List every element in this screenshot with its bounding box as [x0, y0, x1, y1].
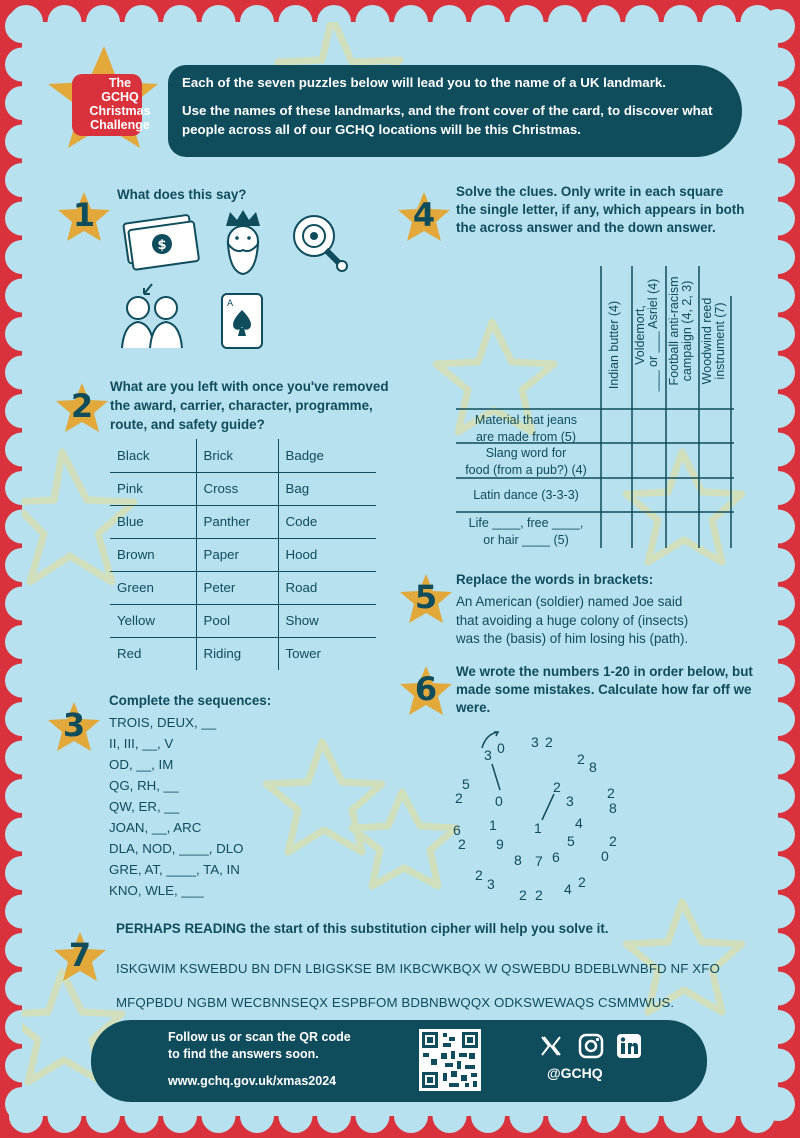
puzzle-2-prompt: What are you left with once you've removed the award, carrier, character, programme, route, and safety guide?: [110, 379, 389, 432]
cipher-line-2: MFQPBDU NGBM WECBNNSEQX ESPBFOM BDBNBWQQX ODKSWEWAQS CSMMWUS.: [116, 995, 675, 1010]
puzzle-5-line: An American (soldier) named Joe said: [456, 594, 683, 609]
spiral-digit: 2: [607, 785, 615, 801]
grid-cell: Brown: [110, 538, 196, 571]
spiral-digit: 2: [577, 751, 585, 767]
spiral-digit: 3: [487, 876, 495, 892]
puzzle-2-number-star: [54, 381, 110, 435]
across-clue-line: Slang word for: [485, 446, 567, 460]
king-face-icon: [218, 208, 268, 276]
across-clue-line: food (from a pub?) (4): [465, 463, 587, 477]
puzzle-5-title: Replace the words in brackets:: [456, 572, 654, 587]
puzzle-number: 2: [70, 387, 94, 425]
logo-line: Challenge: [90, 118, 150, 132]
spiral-digit: 3: [531, 734, 539, 750]
follow-line: to find the answers soon.: [168, 1046, 319, 1061]
intro-line-1: Each of the seven puzzles below will lead you to the name of a UK landmark.: [182, 75, 666, 90]
spiral-digit: 3: [566, 793, 574, 809]
grid-cell: Tower: [285, 646, 321, 662]
spiral-digit: 2: [545, 734, 553, 750]
across-clue-2: [452, 445, 600, 479]
across-clue-line: or hair ____ (5): [483, 533, 569, 547]
two-friends-icon: [118, 282, 190, 350]
grid-cell: Pool: [196, 604, 278, 637]
spiral-digit: 2: [475, 867, 483, 883]
puzzle-4-prompt: Solve the clues. Only write in each square the single letter, if any, which appears in both the across answer and the down answer.: [456, 184, 745, 235]
spiral-digit: 2: [609, 833, 617, 849]
puzzle-3-number-star: [46, 700, 102, 754]
spiral-digit: 5: [462, 776, 470, 792]
spiral-digit: 1: [489, 817, 497, 833]
sequence-line: QW, ER, __: [109, 799, 180, 814]
puzzle-6-prompt: We wrote the numbers 1-20 in order below, but made some mistakes. Calculate how far off we were.: [456, 664, 753, 715]
cipher-line-1: ISKGWIM KSWEBDU BN DFN LBIGSKSE BM IKBCWKBQX W QSWEBDU BDEBLWNBFD NF XFO: [116, 961, 720, 976]
banknote-icon: [120, 213, 200, 271]
grid-cell: Show: [278, 604, 376, 637]
spiral-digit: 1: [534, 820, 542, 836]
grid-cell: Bag: [278, 472, 376, 505]
grid-row: [110, 439, 376, 472]
grid-cell: Panther: [196, 505, 278, 538]
puzzle-1-number-star: [56, 190, 112, 244]
puzzle-4-number-star: [396, 190, 452, 244]
sequence-line: DLA, NOD, ____, DLO: [109, 841, 244, 856]
grid-cell: Yellow: [110, 604, 196, 637]
down-clue-3: [668, 260, 694, 402]
grid-cell: Badge: [278, 439, 376, 472]
puzzle-number: 3: [62, 706, 86, 744]
instagram-icon[interactable]: [577, 1032, 605, 1060]
across-clue-line: are made from (5): [475, 430, 577, 444]
grid-cell: Red: [110, 637, 196, 670]
down-clue-line: ___ or ___ Asriel (4): [646, 278, 660, 392]
grid-lines: [456, 260, 736, 550]
sequence-line: OD, __, IM: [109, 757, 174, 772]
grid-cell: Brick: [196, 439, 278, 472]
crossword-grid: [456, 260, 736, 550]
spiral-digit: 2: [519, 887, 527, 903]
number-spiral-lines: [476, 728, 556, 838]
grid-row: [110, 637, 376, 670]
puzzle-5-text: [456, 593, 688, 649]
sequence-line: II, III, __, V: [109, 736, 174, 751]
grid-row: [110, 505, 376, 538]
spiral-digit: 8: [514, 852, 522, 868]
spiral-digit: 2: [458, 836, 466, 852]
spiral-digit: 5: [567, 833, 575, 849]
sequence-line: TROIS, DEUX, __: [109, 715, 217, 730]
spiral-digit: 4: [564, 881, 572, 897]
social-handle[interactable]: @GCHQ: [547, 1065, 603, 1081]
puzzle-5-line: was the (basis) of him losing his (path).: [456, 631, 689, 646]
grid-row: [110, 472, 376, 505]
sequence-line: JOAN, __, ARC: [109, 820, 202, 835]
sequence-list: [109, 712, 244, 901]
spiral-digit: 7: [535, 853, 543, 869]
across-clue-3: Latin dance (3-3-3): [473, 488, 579, 502]
down-clue-4: [701, 282, 727, 400]
ham-leg-icon: [290, 212, 354, 276]
down-clue-line: instrument (7): [713, 302, 727, 380]
spiral-digit: 0: [497, 740, 505, 756]
spiral-digit: 6: [552, 849, 560, 865]
across-clue-1: [452, 412, 600, 446]
spiral-digit: 2: [535, 887, 543, 903]
down-clue-2: [634, 270, 660, 400]
down-clue-1: Indian butter (4): [607, 300, 621, 390]
spiral-digit: 2: [553, 779, 561, 795]
word-grid: [110, 439, 376, 670]
puzzle-number: 7: [68, 936, 92, 974]
grid-cell: Hood: [278, 538, 376, 571]
down-clue-line: Voldemort,: [633, 305, 647, 365]
intro-banner: [168, 65, 742, 157]
across-clue-4: [452, 515, 600, 549]
down-clue-line: campaign (4, 2, 3): [680, 280, 694, 382]
spiral-digit: 0: [601, 848, 609, 864]
grid-cell: Paper: [196, 538, 278, 571]
linkedin-icon[interactable]: [615, 1032, 643, 1060]
grid-cell: Pink: [110, 472, 196, 505]
grid-cell: Code: [278, 505, 376, 538]
ace-of-spades-icon: [220, 292, 264, 350]
grid-cell: Blue: [110, 505, 196, 538]
spiral-digit: 4: [575, 815, 583, 831]
across-clue-line: Life ____, free ____,: [468, 516, 584, 530]
follow-line: Follow us or scan the QR code: [168, 1030, 351, 1044]
follow-text: [168, 1029, 351, 1062]
spiral-digit: 0: [495, 793, 503, 809]
qr-code[interactable]: [419, 1029, 481, 1091]
sequence-line: QG, RH, __: [109, 778, 179, 793]
logo-line: Christmas: [89, 104, 151, 118]
grid-row: [110, 571, 376, 604]
across-clue-line: Material that jeans: [474, 413, 578, 427]
puzzle-5-number-star: [398, 572, 454, 626]
puzzle-5-line: that avoiding a huge colony of (insects): [456, 612, 689, 628]
grid-row: [110, 604, 376, 637]
grid-cell: Road: [278, 571, 376, 604]
footer-banner: [91, 1020, 707, 1102]
puzzle-number: 6: [414, 670, 438, 708]
grid-row: [110, 538, 376, 571]
spiral-digit: 9: [496, 836, 504, 852]
puzzle-3-prompt: Complete the sequences:: [109, 693, 272, 708]
sequence-line: GRE, AT, ____, TA, IN: [109, 862, 240, 877]
down-clue-line: Woodwind reed: [700, 297, 714, 385]
grid-cell: Cross: [196, 472, 278, 505]
spiral-digit: 8: [589, 759, 597, 775]
gchq-logo-text: [78, 76, 162, 132]
spiral-digit: 2: [455, 790, 463, 806]
grid-cell: Riding: [196, 637, 278, 670]
spiral-digit: 2: [578, 874, 586, 890]
answers-link[interactable]: www.gchq.gov.uk/xmas2024: [168, 1074, 337, 1088]
sequence-line: KNO, WLE, ___: [109, 883, 204, 898]
social-icons: [539, 1032, 649, 1060]
down-clue-line: Football anti-racism: [667, 276, 681, 386]
puzzle-number: 5: [414, 578, 438, 616]
grid-cell: Black: [110, 439, 196, 472]
puzzle-1-prompt: What does this say?: [117, 187, 247, 202]
x-logo-icon[interactable]: [539, 1034, 563, 1058]
puzzle-number: 4: [412, 196, 436, 234]
puzzle-7-number-star: [52, 930, 108, 984]
puzzle-6-number-star: [398, 664, 454, 718]
grid-cell: Green: [110, 571, 196, 604]
spiral-digit: 6: [453, 822, 461, 838]
spiral-digit: 8: [609, 800, 617, 816]
intro-line-2: Use the names of these landmarks, and the front cover of the card, to discover what people across all of our GCHQ locations will be this Christmas.: [182, 103, 713, 137]
spiral-digit: 3: [484, 747, 492, 763]
logo-line: The: [108, 76, 132, 90]
svg-text:A: A: [227, 299, 234, 309]
puzzle-7-prompt: PERHAPS READING the start of this substitution cipher will help you solve it.: [116, 921, 609, 936]
svg-text:$: $: [157, 238, 167, 253]
grid-cell: Peter: [196, 571, 278, 604]
puzzle-number: 1: [72, 196, 96, 234]
logo-line: GCHQ: [101, 90, 139, 104]
